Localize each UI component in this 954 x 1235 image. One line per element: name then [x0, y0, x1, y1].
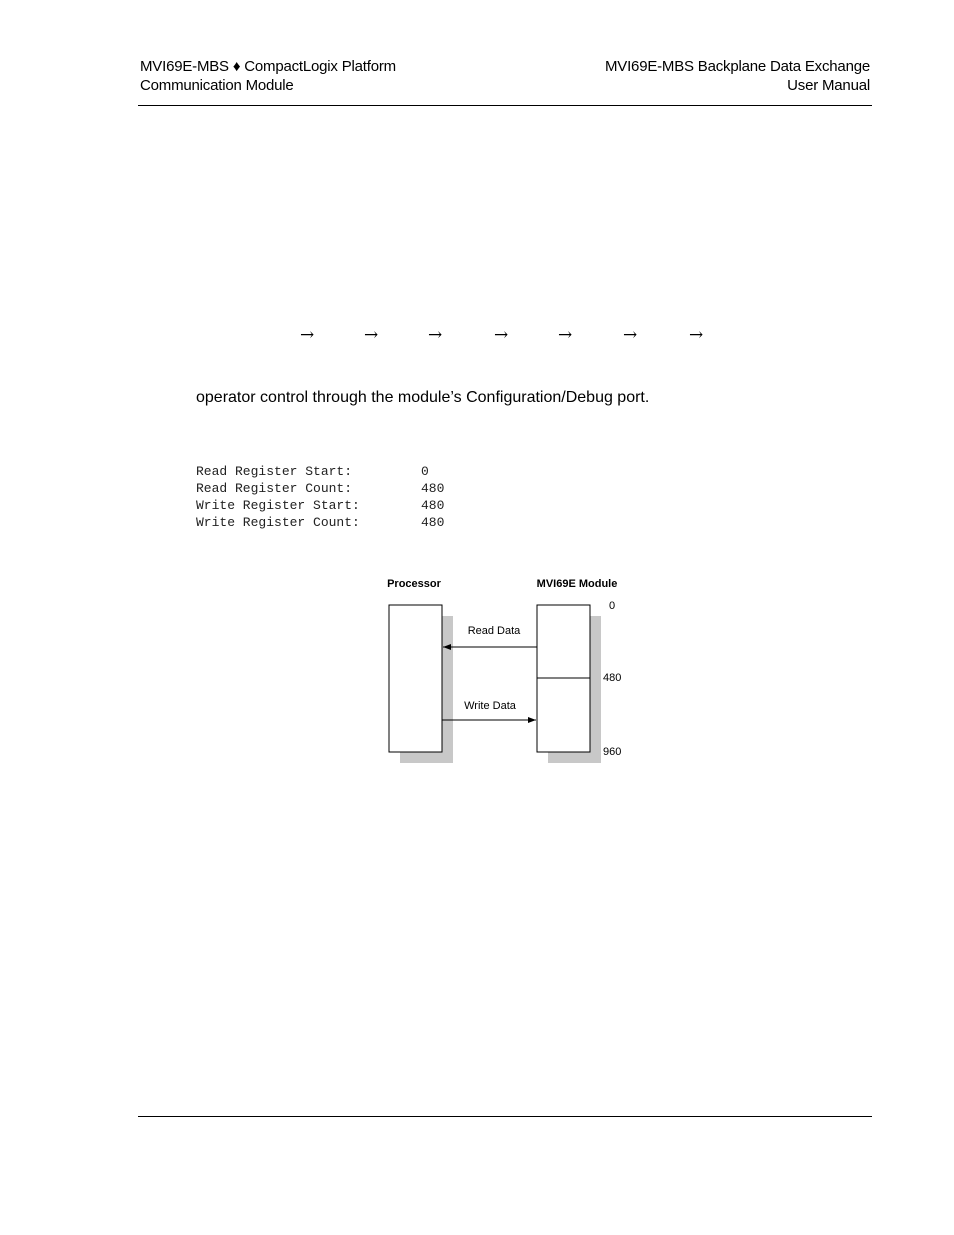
- arrow-glyph-6: →: [623, 325, 638, 345]
- arrow-glyph-5: →: [558, 325, 573, 345]
- address-0-label: 0: [609, 600, 616, 612]
- arrow-glyph-3: →: [428, 325, 443, 345]
- config-row-write-count: [196, 514, 444, 531]
- page-header-right: [605, 57, 870, 95]
- config-label: Read Register Start:: [196, 464, 353, 479]
- config-code-block: [196, 463, 444, 531]
- header-manual-title: User Manual: [787, 77, 870, 94]
- arrow-glyph-7: →: [689, 325, 704, 345]
- config-label: Write Register Start:: [196, 498, 360, 513]
- config-value: 480: [421, 498, 445, 513]
- config-label: Write Register Count:: [196, 515, 360, 530]
- processor-label: Processor: [387, 578, 441, 590]
- config-value: 0: [421, 464, 429, 479]
- module-label: MVI69E Module: [536, 578, 618, 590]
- address-480-label: 480: [603, 672, 622, 684]
- config-value: 480: [421, 481, 445, 496]
- config-label: Read Register Count:: [196, 481, 353, 496]
- page-header-left: [140, 57, 396, 95]
- address-960-label: 960: [603, 746, 622, 758]
- arrow-glyph-4: →: [494, 325, 509, 345]
- footer-rule: [138, 1116, 872, 1117]
- read-data-label: Read Data: [467, 625, 521, 637]
- arrow-glyph-1: →: [300, 325, 315, 345]
- header-rule: [138, 105, 872, 106]
- header-section-title: MVI69E-MBS Backplane Data Exchange: [604, 58, 870, 75]
- arrow-glyph-2: →: [364, 325, 379, 345]
- config-value: 480: [421, 515, 445, 530]
- header-product-title: MVI69E-MBS ♦ CompactLogix Platform: [140, 58, 396, 75]
- body-paragraph: operator control through the module’s Configuration/Debug port.: [196, 389, 650, 406]
- config-row-read-start: [196, 463, 444, 480]
- processor-block: [389, 605, 442, 752]
- header-product-subtitle: Communication Module: [140, 77, 294, 94]
- data-exchange-diagram: [380, 572, 640, 772]
- config-row-read-count: [196, 480, 444, 497]
- config-row-write-start: [196, 497, 444, 514]
- write-data-label: Write Data: [464, 700, 516, 712]
